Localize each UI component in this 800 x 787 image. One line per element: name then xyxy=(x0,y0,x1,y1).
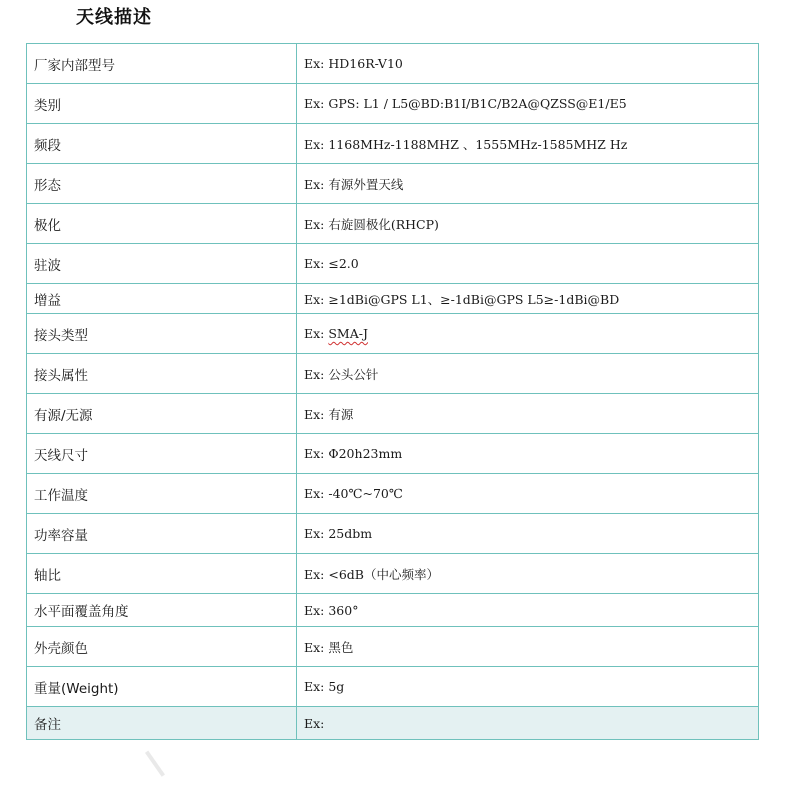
row-label: 水平面覆盖角度 xyxy=(27,594,297,627)
row-value: Ex: -40℃~70℃ xyxy=(297,474,759,514)
table-row xyxy=(27,284,759,314)
row-value: Ex: HD16R-V10 xyxy=(297,44,759,84)
table-row xyxy=(27,124,759,164)
row-value: Ex: GPS: L1 / L5@BD:B1I/B1C/B2A@QZSS@E1/E5 xyxy=(297,84,759,124)
row-value: Ex: ≤2.0 xyxy=(297,244,759,284)
row-value: Ex: 1168MHz-1188MHZ 、1555MHz-1585MHZ Hz xyxy=(297,124,759,164)
row-label: 外壳颜色 xyxy=(27,627,297,667)
table-row xyxy=(27,627,759,667)
table-row xyxy=(27,164,759,204)
table-row xyxy=(27,667,759,707)
row-label: 轴比 xyxy=(27,554,297,594)
spellcheck-underlined-text: SMA-J xyxy=(328,326,368,341)
table-row xyxy=(27,474,759,514)
table-row xyxy=(27,314,759,354)
row-label: 接头属性 xyxy=(27,354,297,394)
antenna-spec-table xyxy=(26,43,759,740)
row-value: Ex: 公头公针 xyxy=(297,354,759,394)
table-row xyxy=(27,354,759,394)
row-value: Ex: 右旋圆极化(RHCP) xyxy=(297,204,759,244)
table-row xyxy=(27,514,759,554)
row-label: 备注 xyxy=(27,707,297,740)
row-value: Ex: 有源外置天线 xyxy=(297,164,759,204)
row-value: Ex: Φ20h23mm xyxy=(297,434,759,474)
table-row xyxy=(27,244,759,284)
row-label: 厂家内部型号 xyxy=(27,44,297,84)
row-label: 有源/无源 xyxy=(27,394,297,434)
table-row xyxy=(27,84,759,124)
row-label: 重量(Weight) xyxy=(27,667,297,707)
row-label: 频段 xyxy=(27,124,297,164)
row-value: Ex: <6dB（中心频率） xyxy=(297,554,759,594)
row-label: 驻波 xyxy=(27,244,297,284)
row-label: 工作温度 xyxy=(27,474,297,514)
row-value xyxy=(297,314,759,354)
row-label: 功率容量 xyxy=(27,514,297,554)
row-value: Ex: xyxy=(297,707,759,740)
table-row xyxy=(27,204,759,244)
row-value: Ex: 黑色 xyxy=(297,627,759,667)
row-value: Ex: 25dbm xyxy=(297,514,759,554)
table-row xyxy=(27,44,759,84)
row-label: 形态 xyxy=(27,164,297,204)
row-label: 类别 xyxy=(27,84,297,124)
section-title: 天线描述 xyxy=(76,7,152,28)
row-value: Ex: 360° xyxy=(297,594,759,627)
row-label: 极化 xyxy=(27,204,297,244)
row-label: 接头类型 xyxy=(27,314,297,354)
watermark: I xyxy=(137,742,174,787)
table-row xyxy=(27,594,759,627)
table-row xyxy=(27,434,759,474)
row-label: 增益 xyxy=(27,284,297,314)
table-row xyxy=(27,707,759,740)
table-row xyxy=(27,394,759,434)
value-prefix: Ex: xyxy=(304,326,329,341)
table-row xyxy=(27,554,759,594)
row-value: Ex: 有源 xyxy=(297,394,759,434)
row-value: Ex: 5g xyxy=(297,667,759,707)
row-value: Ex: ≥1dBi@GPS L1、≥-1dBi@GPS L5≥-1dBi@BD xyxy=(297,284,759,314)
row-label: 天线尺寸 xyxy=(27,434,297,474)
